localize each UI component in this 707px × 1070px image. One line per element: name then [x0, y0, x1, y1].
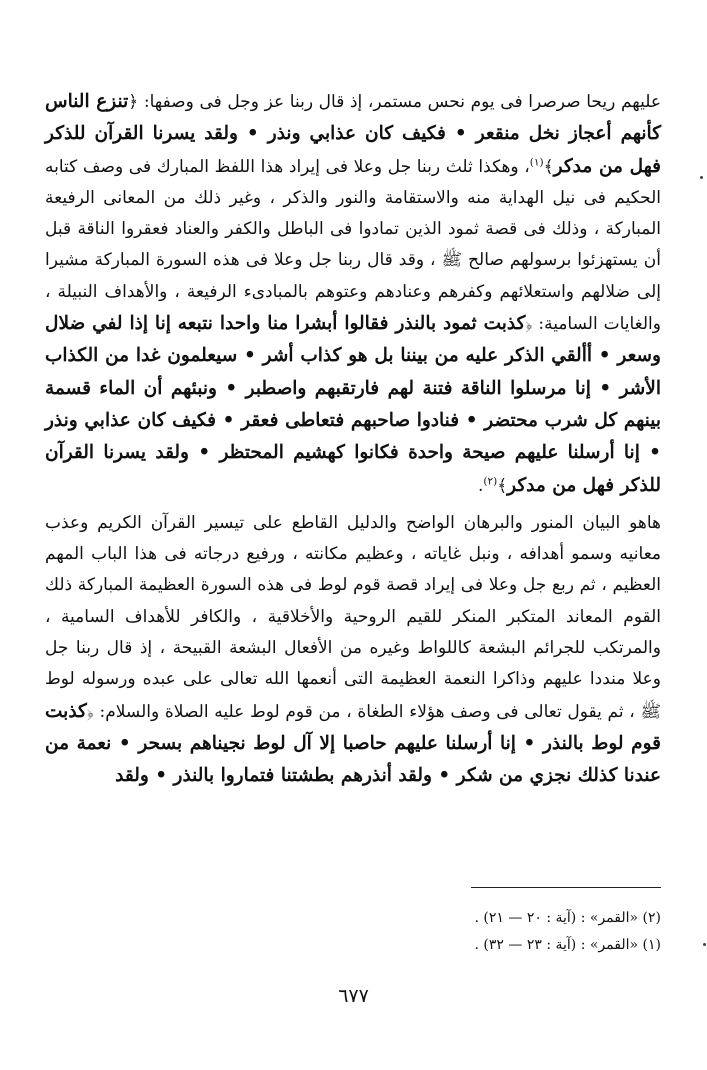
footnote-text: «القمر» : (آية : ٢٣ — ٣٢) . [474, 937, 639, 953]
footnote-ref: (٢) [642, 910, 661, 926]
quran-verse-3: كذبت قوم لوط بالنذر • إنا أرسلنا عليهم حاصبا إلا آل لوط نجيناهم بسحر • نعمة من عندنا كذلك نجزي من شكر • ولقد أنذرهم بطشتنا فتماروا بالنذر • ولقد [45, 700, 661, 787]
footnote-separator [471, 887, 661, 888]
quran-verse-1: تنزع الناس كأنهم أعجاز نخل منقعر • فكيف كان عذابي ونذر • ولقد يسرنا القرآن للذكر فهل من مدكر [45, 91, 662, 177]
paragraph-1: عليهم ريحا صرصرا فى يوم نحس مستمر، إذ قال ربنا عز وجل فى وصفها: ﴿تنزع الناس كأنهم أعجاز نخل منقعر • فكيف كان عذابي ونذر • ولقد يسرنا القرآن للذكر فهل من مدكر﴾$^{(١)}$، وهكذا ثلث ربنا جل وعلا فى إيراد هذا اللفظ المبارك فى وصف كتابه الحكيم فى نيل الهداية منه والاستقامة والنور والذكر ، وغير ذلك من المعانى الرفيعة المباركة ، وذلك فى قصة ثمود الذين تمادوا فى الباطل والكفر والعناد فعقروا الناقة قبل أن يستهزئوا برسولهم صالح ﷺ ، وقد قال ربنا جل وعلا فى هذه السورة المباركة مشيرا إلى ضلالهم واستعلائهم وكفرهم وعنادهم وعتوهم بالمبادىء الرفيعة ، والأهداف النبيلة ، والغايات السامية: ﴿كذبت ثمود بالنذر فقالوا أبشرا منا واحدا نتبعه إنا إذا لفي ضلال وسعر • أألقي الذكر عليه من بيننا بل هو كذاب أشر • سيعلمون غدا من الكذاب الأشر • إنا مرسلوا الناقة فتنة لهم فارتقبهم واصطبر • ونبئهم أن الماء قسمة بينهم كل شرب محتضر • فنادوا صاحبهم فتعاطى فعقر • فكيف كان عذابي ونذر • إنا أرسلنا عليهم صيحة واحدة فكانوا كهشيم المحتظر • ولقد يسرنا القرآن للذكر فهل من مدكر﴾$^{(٢)}$. [45, 91, 662, 496]
quran-bracket-open: ﴿ [525, 314, 533, 335]
footnotes [61, 905, 661, 959]
footnote-item [61, 932, 661, 959]
margin-dot [700, 176, 703, 179]
paragraph-1-intro: عليهم ريحا صرصرا فى يوم نحس مستمر، إذ قال ربنا عز وجل فى وصفها: [138, 92, 662, 112]
main-text [45, 86, 661, 793]
page-number: ٦٧٧ [338, 985, 369, 1007]
quran-bracket-close: ﴾ [543, 156, 554, 177]
quran-bracket-close: ﴾ [497, 475, 508, 496]
footnote-marker-2[interactable]: (٢) [483, 474, 498, 487]
footnote-text: «القمر» : (آية : ٢٠ — ٢١) . [474, 910, 639, 926]
footnote-marker-1[interactable]: (١) [529, 155, 544, 168]
footnote-item [61, 905, 661, 932]
quran-bracket-open: ﴿ [86, 701, 94, 722]
quran-bracket-open: ﴿ [128, 92, 139, 112]
footnote-ref: (١) [642, 937, 661, 953]
paragraph-1-body: ، وهكذا ثلث ربنا جل وعلا فى إيراد هذا اللفظ المبارك فى وصف كتابه الحكيم فى نيل الهداية منه والاستقامة والنور والذكر ، وغير ذلك من المعانى الرفيعة المباركة ، وذلك فى قصة ثمود الذين تمادوا فى الباطل والكفر والعناد فعقروا الناقة قبل أن يستهزئوا برسولهم صالح ﷺ ، وقد قال ربنا جل وعلا فى هذه السورة المباركة مشيرا إلى ضلالهم واستعلائهم وكفرهم وعنادهم وعتوهم بالمبادىء الرفيعة ، والأهداف النبيلة ، والغايات السامية: [45, 156, 661, 335]
paragraph-2-body: هاهو البيان المنور والبرهان الواضح والدليل القاطع على تيسير القرآن الكريم وعذب معانيه وسمو أهدافه ، ونبل غاياته ، وعظيم مكانته ، ورفيع درجاته فى هذا الباب المهم العظيم ، ثم ربع جل وعلا فى إيراد قصة قوم لوط فى هذه السورة العظيمة المباركة ذلك القوم المعاند المتكبر المنكر للقيم الروحية والأخلاقية ، والكافر للأهداف السامية ، والمرتكب للجرائم البشعة كاللواط وغيره من الأفعال البشعة القبيحة ، إذ قال ربنا جل وعلا منددا عليهم وذاكرا النعمة العظيمة التى أنعمها الله تعالى على عبده ورسوله لوط ﷺ ، ثم يقول تعالى فى وصف هؤلاء الطغاة ، من قوم لوط عليه الصلاة والسلام: [45, 512, 661, 722]
margin-dot [703, 943, 706, 946]
quran-verse-2: كذبت ثمود بالنذر فقالوا أبشرا منا واحدا نتبعه إنا إذا لفي ضلال وسعر • أألقي الذكر عليه من بيننا بل هو كذاب أشر • سيعلمون غدا من الكذاب الأشر • إنا مرسلوا الناقة فتنة لهم فارتقبهم واصطبر • ونبئهم أن الماء قسمة بينهم كل شرب محتضر • فنادوا صاحبهم فتعاطى فعقر • فكيف كان عذابي ونذر • إنا أرسلنا عليهم صيحة واحدة فكانوا كهشيم المحتظر • ولقد يسرنا القرآن للذكر فهل من مدكر [45, 313, 661, 496]
paragraph-2 [45, 508, 661, 793]
